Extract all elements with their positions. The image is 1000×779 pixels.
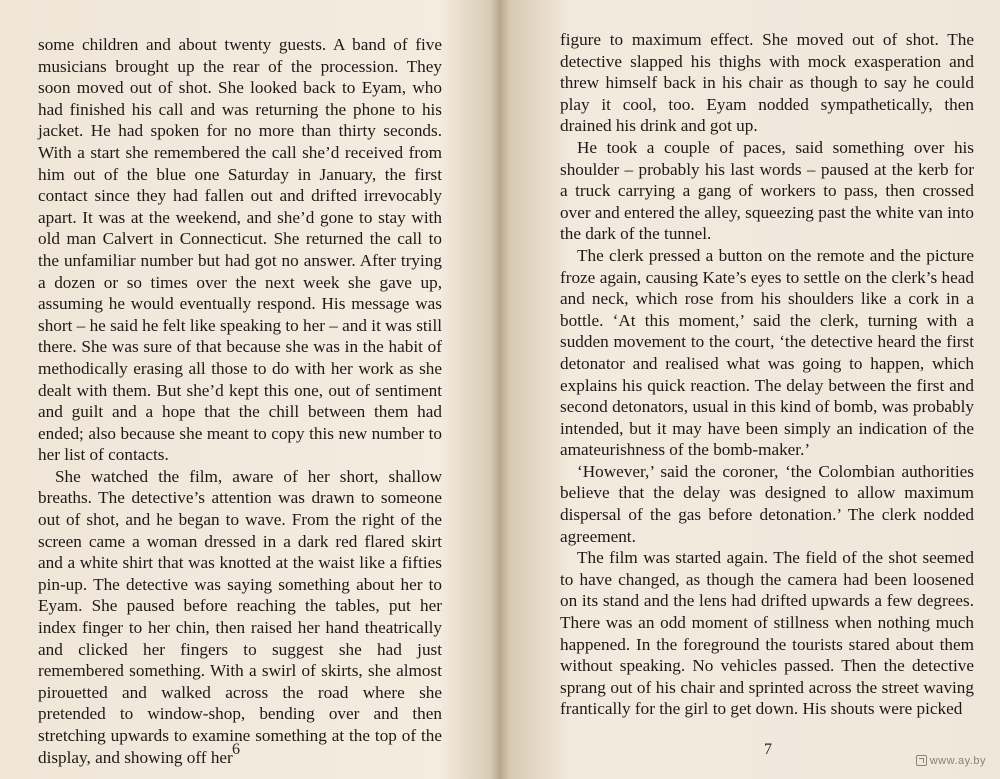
logo-icon [916, 755, 927, 766]
paragraph: ‘However,’ said the coroner, ‘the Colombian authorities believe that the delay was designed to allow maximum dispersal of the gas before detonation.’ The clerk nodded agreement. [560, 461, 974, 546]
page-number: 6 [232, 741, 240, 758]
paragraph: She watched the film, aware of her short, shallow breaths. The detective’s attention was drawn to someone out of shot, and he began to wave. From the right of the screen came a woman dressed in a dark red flared skirt and a white shirt that was knotted at the waist like a fifties pin-up. The detective was saying something about her to Eyam. She paused before reaching the tables, put her index finger to her chin, then raised her hand theatrically and clicked her fingers to suggest she had just remembered something. With a swirl of skirts, she almost pirouetted and walked across the road where she pretended to window-shop, bending over and then stretching upwards to examine something at the top of the display, and showing off her [38, 466, 442, 767]
watermark-text: www.ay.by [929, 755, 986, 767]
right-page-text [560, 29, 974, 720]
page-number: 7 [764, 741, 772, 758]
watermark [916, 755, 986, 767]
paragraph: The film was started again. The field of the shot seemed to have changed, as though the camera had been loosened on its stand and the lens had drifted upwards a few degrees. There was an odd moment of stillness when nothing much happened. In the foreground the tourists stared about them without speaking. No vehicles passed. Then the detective sprang out of his chair and sprinted across the street waving frantically for the girl to get down. His shouts were picked [560, 548, 974, 719]
paragraph: figure to maximum effect. She moved out of shot. The detective slapped his thighs with mock exasperation and threw himself back in his chair as though to say he could play it cool, too. Eyam nodded sympathetically, then drained his drink and got up. [560, 30, 974, 136]
paragraph: The clerk pressed a button on the remote and the picture froze again, causing Kate’s eyes to settle on the clerk’s head and neck, which rose from his shoulders like a cork in a bottle. ‘At this moment,’ said the clerk, turning with a sudden movement to the court, ‘the detective heard the first detonator and realised what was going to happen, which explains his quick reaction. The delay between the first and second detonators, usual in this kind of bomb, was probably intended, but it may have been simply an indication of the amateurishness of the bomb-maker.’ [560, 245, 974, 460]
paragraph: some children and about twenty guests. A band of five musicians brought up the rear of the procession. They soon moved out of shot. She looked back to Eyam, who had finished his call and was returning the phone to his jacket. He had spoken for no more than thirty seconds. With a start she remembered the call she’d received from him out of the blue one Saturday in January, the first contact since they had fallen out and drifted irrevocably apart. It was at the weekend, and she’d gone to stay with old man Calvert in Connecticut. She returned the call to the unfamiliar number but had got no answer. After trying a dozen or so times over the next week she gave up, assuming he would eventually respond. His message was short – he said he felt like speaking to her – and it was still there. She was sure of that because she was in the habit of methodically erasing all those to do with her work as she dealt with them. But she’d kept this one, out of sentiment and guilt and a hope that the chill between them had ended; also because she meant to copy this new number to her list of contacts. [38, 35, 442, 465]
left-page [0, 0, 498, 779]
left-page-text [38, 34, 442, 768]
paragraph: He took a couple of paces, said something over his shoulder – probably his last words – paused at the kerb for a truck carrying a gang of workers to pass, then crossed over and entered the alley, squeezing past the white van into the dark of the tunnel. [560, 137, 974, 244]
right-page [502, 0, 1000, 779]
